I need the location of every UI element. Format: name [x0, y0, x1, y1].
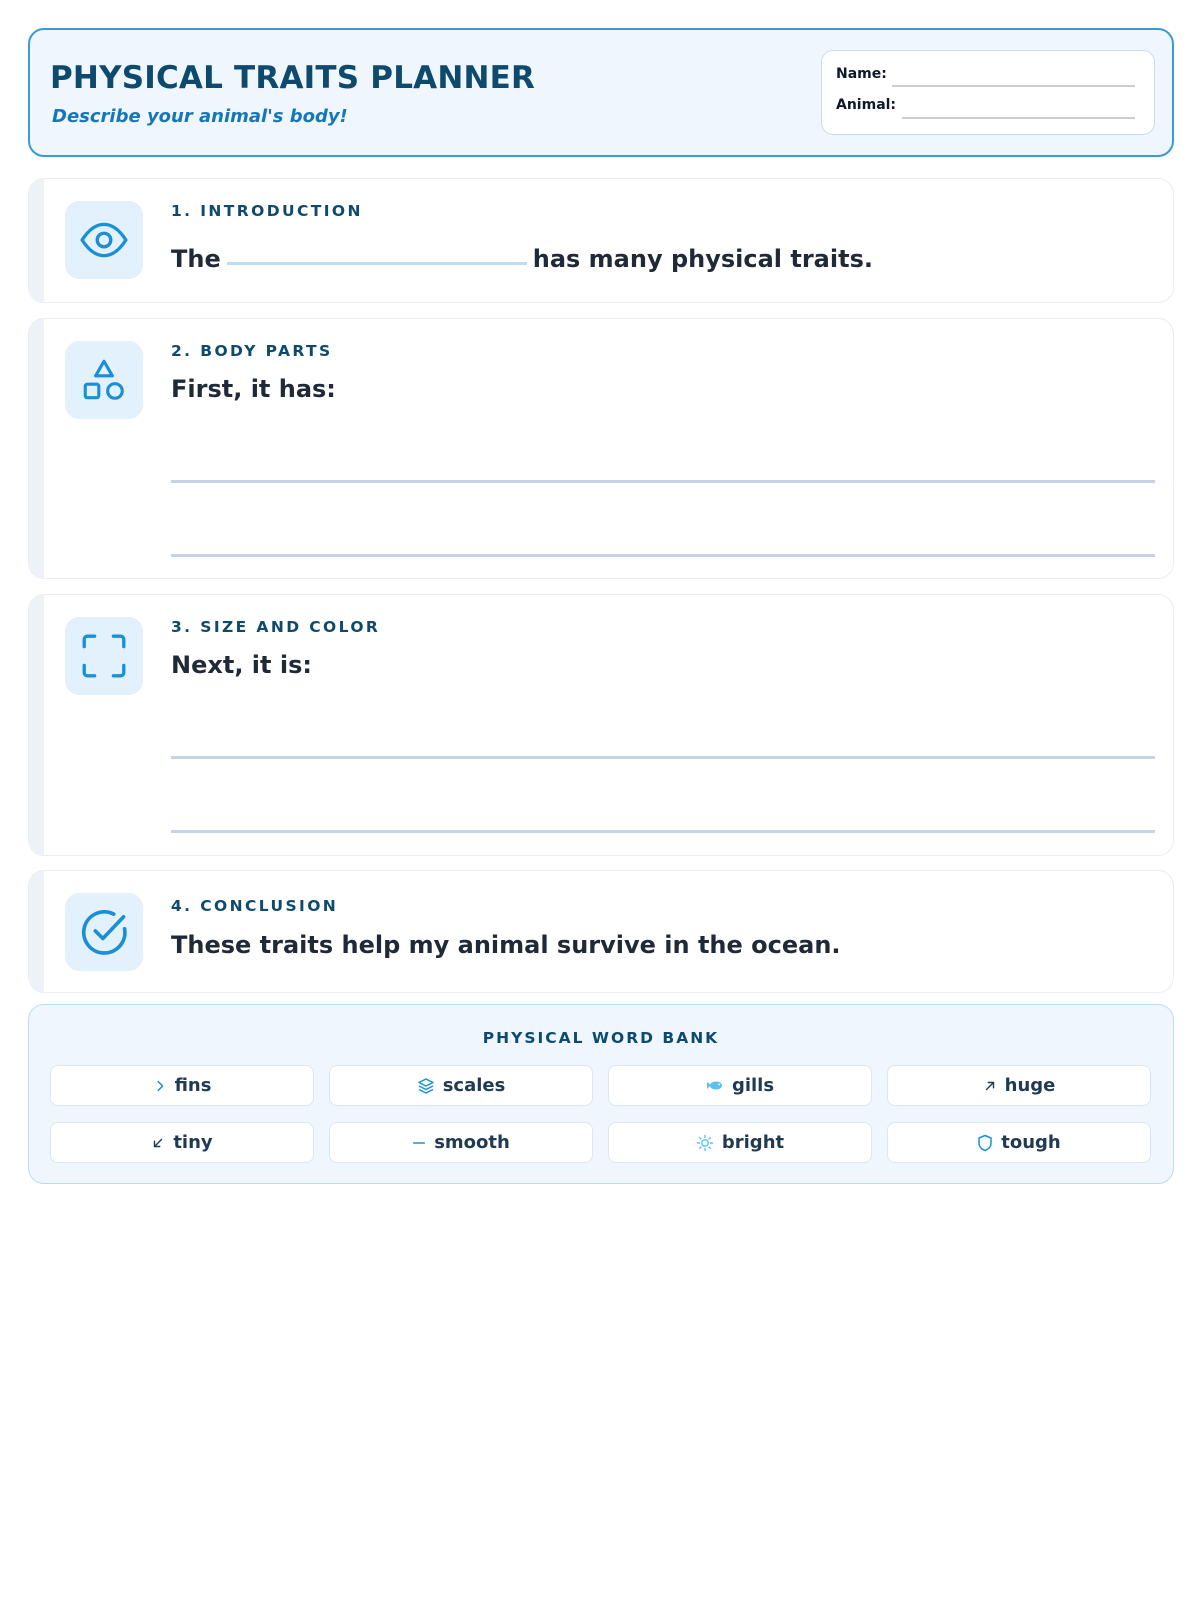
word-chip-tiny[interactable] — [50, 1122, 314, 1163]
word-label: tough — [1001, 1132, 1061, 1153]
minus-icon — [412, 1136, 426, 1150]
intro-text-after: has many physical traits. — [532, 245, 873, 273]
check-circle-icon — [65, 893, 143, 971]
section-introduction — [28, 178, 1174, 303]
animal-label: Animal: — [836, 97, 897, 113]
writing-line[interactable] — [171, 554, 1155, 557]
page-title: PHYSICAL TRAITS PLANNER — [50, 60, 536, 96]
section-title: 2. BODY PARTS — [171, 342, 333, 360]
word-chip-gills[interactable] — [608, 1065, 872, 1106]
word-bank — [28, 1004, 1174, 1184]
section-conclusion — [28, 870, 1174, 993]
word-label: fins — [174, 1075, 212, 1096]
writing-line[interactable] — [171, 480, 1155, 483]
section-title: 4. CONCLUSION — [171, 897, 339, 915]
animal-blank[interactable] — [227, 262, 527, 265]
word-label: smooth — [434, 1132, 510, 1153]
word-chip-bright[interactable] — [608, 1122, 872, 1163]
chevron-right-icon — [153, 1079, 167, 1093]
word-label: gills — [731, 1075, 775, 1096]
word-bank-title: PHYSICAL WORD BANK — [482, 1029, 720, 1047]
word-label: huge — [1004, 1075, 1056, 1096]
word-chip-tough[interactable] — [887, 1122, 1151, 1163]
section-prompt: Next, it is: — [171, 651, 312, 679]
section-title: 1. INTRODUCTION — [171, 202, 363, 220]
card-stripe — [29, 319, 44, 578]
fish-icon — [706, 1077, 724, 1095]
card-stripe — [29, 871, 44, 992]
intro-text-before: The — [171, 245, 221, 273]
word-chip-smooth[interactable] — [329, 1122, 593, 1163]
section-body-parts — [28, 318, 1174, 579]
word-chip-scales[interactable] — [329, 1065, 593, 1106]
card-stripe — [29, 179, 44, 302]
word-chip-huge[interactable] — [887, 1065, 1151, 1106]
page-subtitle: Describe your animal's body! — [52, 106, 348, 127]
sun-icon — [696, 1134, 714, 1152]
card-stripe — [29, 595, 44, 855]
writing-line[interactable] — [171, 756, 1155, 759]
section-prompt: First, it has: — [171, 375, 336, 403]
animal-field[interactable] — [902, 117, 1135, 119]
name-animal-box — [821, 50, 1155, 135]
writing-line[interactable] — [171, 830, 1155, 833]
word-label: bright — [721, 1132, 785, 1153]
section-size-and-color — [28, 594, 1174, 856]
word-label: scales — [442, 1075, 506, 1096]
word-chip-fins[interactable] — [50, 1065, 314, 1106]
scan-frame-icon — [65, 617, 143, 695]
shapes-icon — [65, 341, 143, 419]
section-title: 3. SIZE AND COLOR — [171, 618, 381, 636]
name-field[interactable] — [892, 85, 1135, 87]
shield-icon — [977, 1134, 993, 1152]
word-label: tiny — [173, 1132, 213, 1153]
arrow-down-left-icon — [151, 1136, 165, 1150]
worksheet-header — [28, 28, 1174, 157]
eye-icon — [65, 201, 143, 279]
arrow-up-right-icon — [983, 1079, 997, 1093]
intro-sentence — [171, 245, 873, 273]
layers-icon — [417, 1077, 435, 1095]
name-label: Name: — [836, 66, 887, 82]
conclusion-sentence: These traits help my animal survive in the ocean. — [171, 931, 841, 959]
